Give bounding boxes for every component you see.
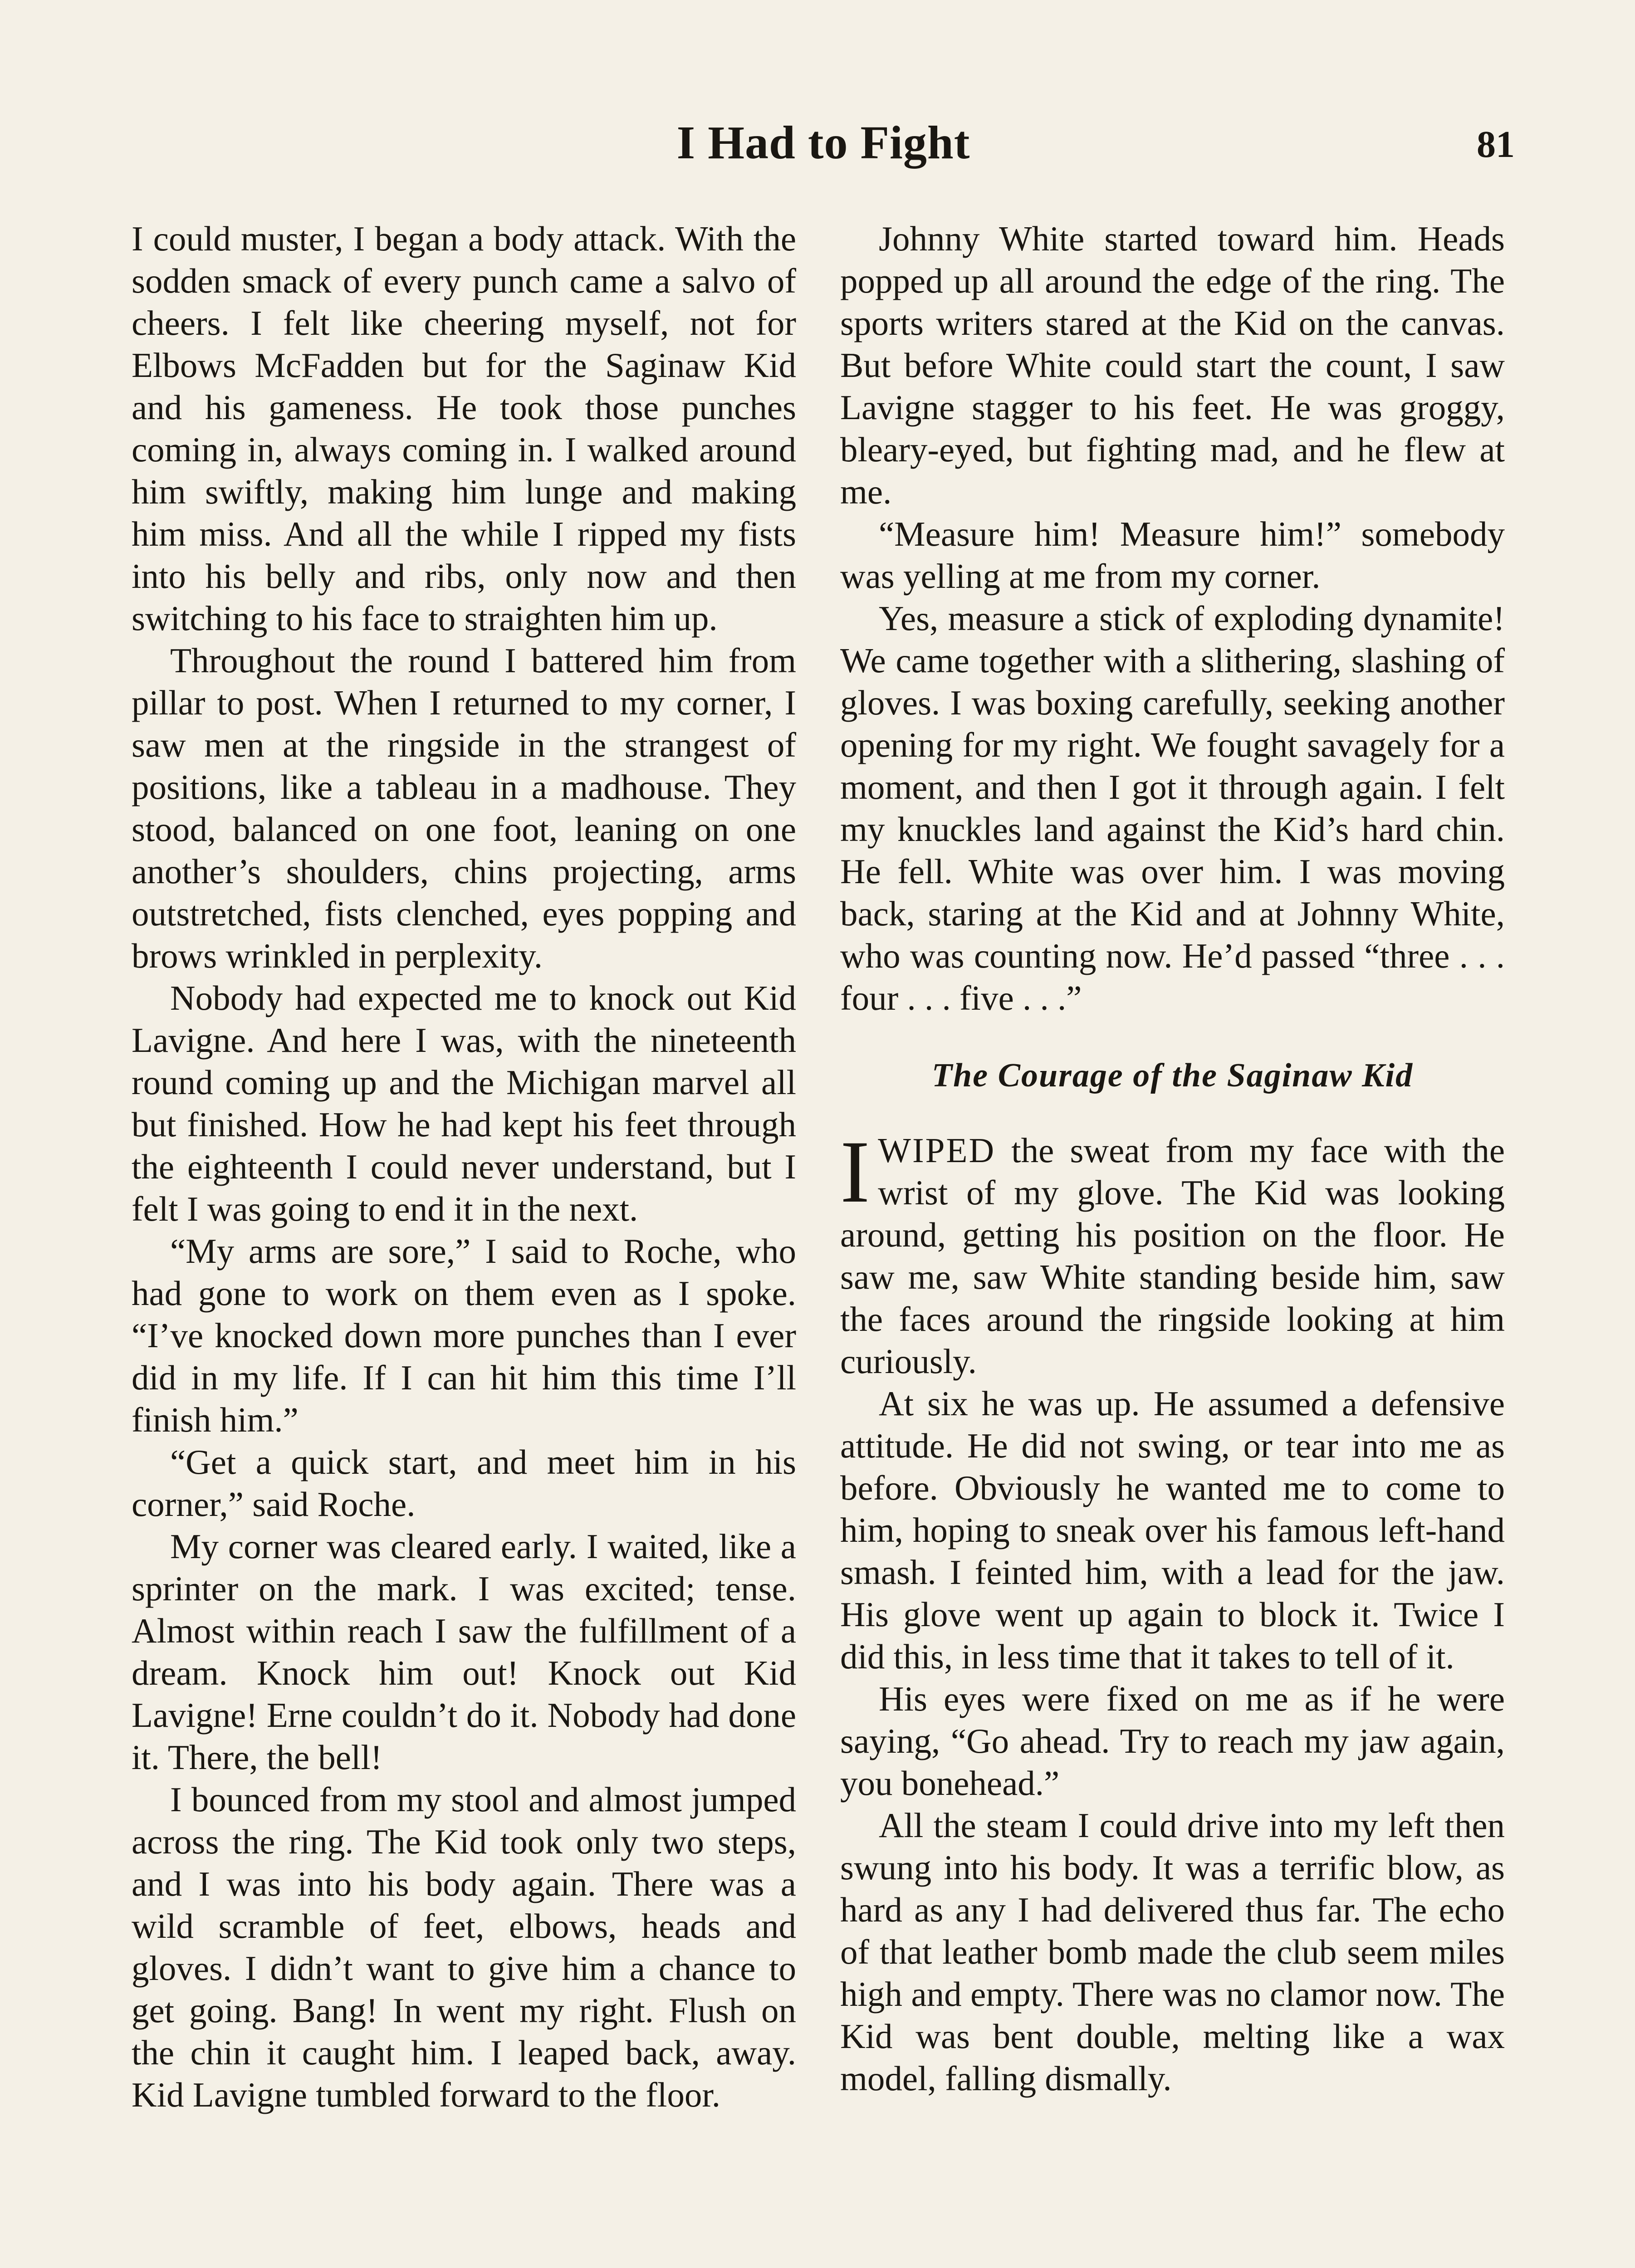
paragraph-text: the sweat from my face with the wrist of my glove. The Kid was looking around, getting his position on the floor. He saw me, saw White standing beside him, saw the faces around the ringside looking at him curiously. xyxy=(840,1131,1505,1381)
paragraph: Johnny White started toward him. Heads popped up all around the edge of the ring. The sports writers stared at the Kid on the canvas. But before White could start the count, I saw Lavigne stagger to his feet. He was groggy, bleary-eyed, but fighting mad, and he flew at me. xyxy=(840,219,1505,511)
drop-cap: I xyxy=(840,1123,870,1221)
lead-word: WIPED xyxy=(878,1131,996,1170)
paragraph: Nobody had expected me to knock out Kid Lavigne. And here I was, with the nineteenth round coming up and the Michigan marvel all but finished. How he had kept his feet through the eighteenth I could never understand, but I felt I was going to end it in the next. xyxy=(132,978,796,1228)
running-title: I Had to Fight xyxy=(676,117,970,169)
paragraph: His eyes were fixed on me as if he were saying, “Go ahead. Try to reach my jaw again, you bonehead.” xyxy=(840,1679,1505,1803)
paragraph: My corner was cleared early. I waited, like a sprinter on the mark. I was excited; tense. Almost within reach I saw the fulfillment of a dream. Knock him out! Knock out Kid Lavigne! Erne couldn’t do it. Nobody had done it. There, the bell! xyxy=(132,1527,796,1777)
paragraph: “My arms are sore,” I said to Roche, who had gone to work on them even as I spoke. “I’ve knocked down more punches than I ever did in my life. If I can hit him this time I’ll finish him.” xyxy=(132,1232,796,1439)
paragraph: At six he was up. He assumed a defensive attitude. He did not swing, or tear into me as before. Obviously he wanted me to come to him, hoping to sneak over his famous left-hand smash. I feinted him, with a lead for the jaw. His glove went up again to block it. Twice I did this, in less time that it takes to tell of it. xyxy=(840,1384,1505,1676)
left-column xyxy=(132,218,796,2116)
dropcap-paragraph xyxy=(840,1123,1505,1383)
paragraph: Yes, measure a stick of exploding dynamite! We came together with a slithering, slashing of gloves. I was boxing carefully, seeking another opening for my right. We fought savagely for a moment, and then I got it through again. I felt my knuckles land against the Kid’s hard chin. He fell. White was over him. I was moving back, staring at the Kid and at Johnny White, who was counting now. He’d passed “three . . . four . . . five . . .” xyxy=(840,599,1505,1017)
paragraph: All the steam I could drive into my left then swung into his body. It was a terrific blow, as hard as any I had delivered thus far. The echo of that leather bomb made the club seem miles high and empty. There was no clamor now. The Kid was bent double, melting like a wax model, falling dismally. xyxy=(840,1806,1505,2098)
paragraph: I bounced from my stool and almost jumped across the ring. The Kid took only two steps, and I was into his body again. There was a wild scramble of feet, elbows, heads and gloves. I didn’t want to give him a chance to get going. Bang! In went my right. Flush on the chin it caught him. I leaped back, away. Kid Lavigne tumbled forward to the floor. xyxy=(132,1780,796,2114)
page-number: 81 xyxy=(1477,123,1515,166)
right-column xyxy=(840,218,1505,2100)
paragraph: “Measure him! Measure him!” somebody was yelling at me from my corner. xyxy=(840,514,1505,596)
paragraph: Throughout the round I battered him from pillar to post. When I returned to my corner, I saw men at the ringside in the strangest of positions, like a tableau in a madhouse. They stood, balanced on one foot, leaning on one another’s shoulders, chins projecting, arms outstretched, fists clenched, eyes popping and brows wrinkled in perplexity. xyxy=(132,641,796,975)
paragraph: I could muster, I began a body attack. With the sodden smack of every punch came a salvo of cheers. I felt like cheering myself, not for Elbows McFadden but for the Saginaw Kid and his gameness. He took those punches coming in, always coming in. I walked around him swiftly, making him lunge and making him miss. And all the while I ripped my fists into his belly and ribs, only now and then switching to his face to straighten him up. xyxy=(132,219,796,638)
section-heading: The Courage of the Saginaw Kid xyxy=(931,1057,1414,1094)
paragraph: “Get a quick start, and meet him in his corner,” said Roche. xyxy=(132,1442,796,1524)
